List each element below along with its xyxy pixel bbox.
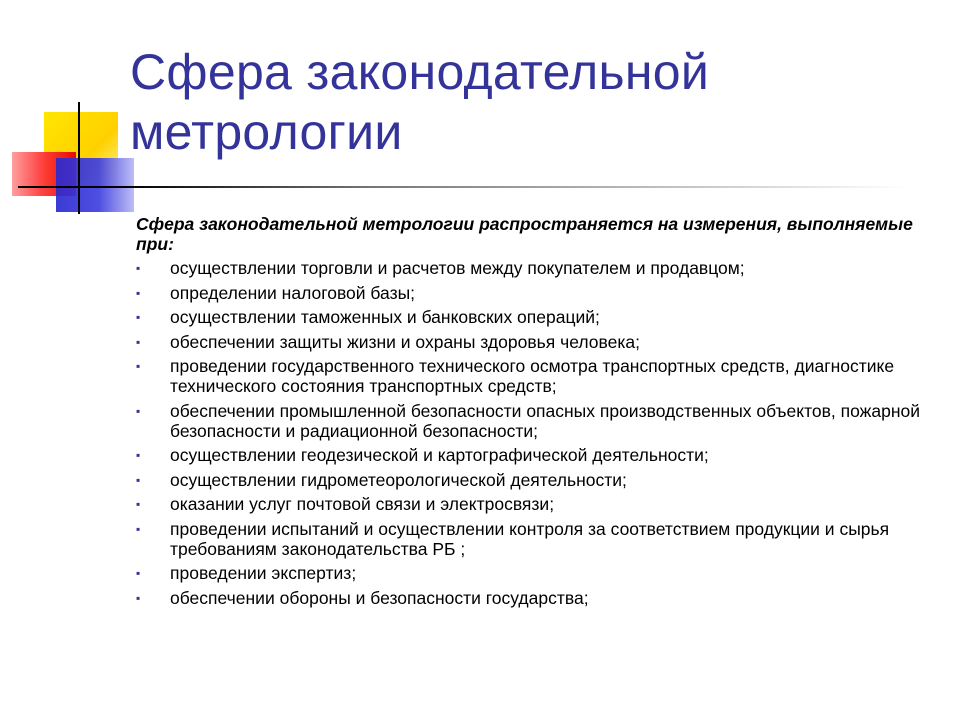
bullet-icon: ▪ (136, 521, 141, 536)
intro-text: Сфера законодательной метрологии распространяется на измерения, выполняемые при: (136, 214, 913, 254)
list-item-text: определении налоговой базы; (170, 282, 416, 303)
list-item-text: осуществлении геодезической и картографической деятельности; (170, 445, 709, 465)
list-item-text: обеспечении обороны и безопасности государства; (170, 587, 589, 608)
bullet-icon: ▪ (136, 497, 141, 511)
bullet-icon: ▪ (136, 285, 141, 300)
list-item (136, 588, 936, 608)
list-item (136, 470, 936, 490)
bullet-icon: ▪ (136, 310, 141, 324)
list-item-text: осуществлении гидрометеорологической деятельности; (170, 469, 627, 490)
list-item-text: осуществлении таможенных и банковских операций; (170, 307, 600, 327)
list-item (136, 283, 936, 303)
slide-title: Сфера законодательной метрологии (130, 44, 710, 160)
bullet-icon: ▪ (136, 261, 141, 275)
list-item-text: обеспечении защиты жизни и охраны здоровья человека; (170, 331, 640, 352)
bullet-icon: ▪ (136, 334, 141, 349)
bullet-icon: ▪ (136, 403, 141, 418)
list-item-text: проведении государственного технического осмотра транспортных средств, диагностике технического состояния транспортных средств; (170, 356, 895, 396)
list-item (136, 494, 936, 514)
decorative-blue-square (56, 158, 134, 212)
list-item (136, 519, 936, 559)
bullet-icon: ▪ (136, 359, 141, 373)
bullet-icon: ▪ (136, 448, 141, 462)
title-divider-line (18, 186, 906, 188)
bullet-list (136, 258, 936, 608)
list-item-text: проведении испытаний и осуществлении контроля за соответствием продукции и сырья требованиям законодательства РБ ; (170, 518, 890, 559)
list-item (136, 563, 936, 583)
list-item-text: оказании услуг почтовой связи и электросвязи; (170, 494, 555, 514)
list-item (136, 445, 936, 465)
decorative-vertical-line (78, 102, 80, 214)
slide-body (136, 214, 936, 612)
list-item (136, 356, 936, 396)
list-item-text: обеспечении промышленной безопасности опасных производственных объектов, пожарной безопасности и радиационной безопасности; (170, 400, 921, 441)
list-item-text: осуществлении торговли и расчетов между покупателем и продавцом; (170, 258, 745, 278)
list-item-text: проведении экспертиз; (170, 563, 357, 583)
list-item (136, 401, 936, 441)
bullet-icon: ▪ (136, 590, 141, 605)
list-item (136, 332, 936, 352)
bullet-icon: ▪ (136, 472, 141, 487)
bullet-icon: ▪ (136, 566, 141, 580)
list-item (136, 258, 936, 278)
list-item (136, 307, 936, 327)
